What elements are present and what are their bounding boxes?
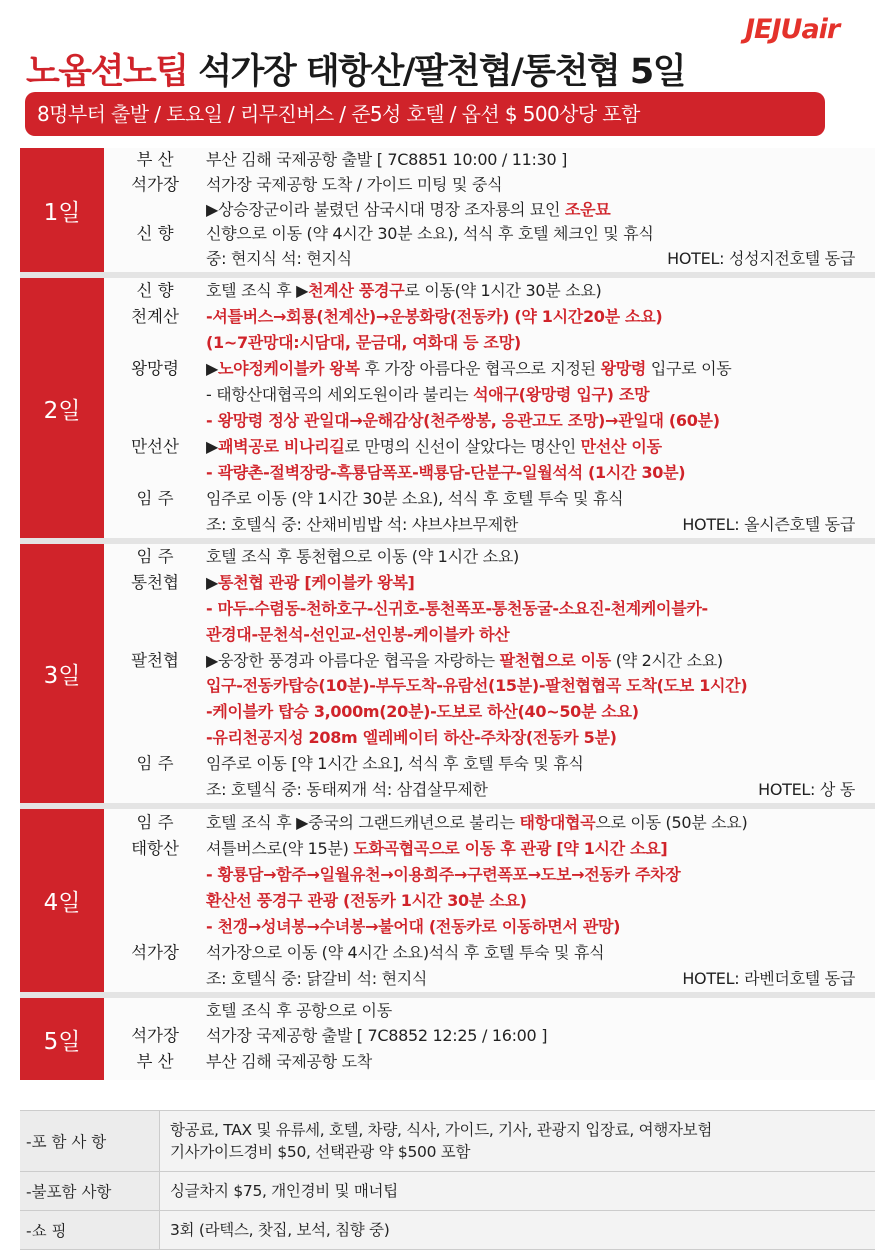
schedule-line <box>104 836 875 862</box>
day-row <box>20 148 875 278</box>
location-label: 석가장 <box>131 942 179 962</box>
schedule-text <box>206 570 875 596</box>
info-value-line: 3회 (라텍스, 찻집, 보석, 침향 중) <box>170 1221 390 1239</box>
info-value-line: 항공료, TAX 및 유류세, 호텔, 차량, 식사, 가이드, 기사, 관광지 입장료, 여행자보험 <box>170 1121 713 1139</box>
location-label <box>104 512 206 538</box>
plain-text: 로 이동(약 1시간 30분 소요) <box>404 281 602 300</box>
page-title <box>26 44 685 94</box>
meal-info: 조: 호텔식 중: 산채비빔밥 석: 샤브샤브무제한 <box>206 515 519 534</box>
plain-text: 호텔 조식 후 공항으로 이동 <box>206 1001 392 1020</box>
plain-text: ▶ <box>206 359 219 378</box>
schedule-line <box>104 1023 875 1048</box>
day-row <box>20 544 875 809</box>
location-label: 신 향 <box>136 224 174 244</box>
hotel-info: HOTEL: 상 동 <box>758 780 855 800</box>
plain-text: 셔틀버스로(약 15분) <box>206 838 354 858</box>
highlight-text: (1~7관망대:시담대, 문금대, 여화대 등 조망) <box>206 333 521 352</box>
info-value <box>160 1172 875 1210</box>
plain-text: 석가장 국제공항 출발 [ 7C8852 12:25 / 16:00 ] <box>206 1026 548 1046</box>
meal-hotel-line <box>206 247 875 272</box>
day-schedule <box>104 544 875 803</box>
highlight-text: 만선산 이동 <box>580 437 662 456</box>
plain-text: ▶ <box>206 437 219 456</box>
meal-hotel-line <box>206 966 875 992</box>
schedule-text <box>206 1049 875 1074</box>
plain-text: 호텔 조식 후 ▶중국의 그랜드캐년으로 불리는 <box>206 812 520 832</box>
schedule-line <box>104 888 875 914</box>
schedule-text <box>206 278 875 304</box>
location-label <box>104 330 206 356</box>
schedule-line <box>104 408 875 434</box>
location-label <box>104 777 206 803</box>
plain-text: 석가장 국제공항 도착 / 가이드 미팅 및 중식 <box>206 174 503 194</box>
meal-hotel-line <box>206 512 875 538</box>
schedule-line <box>104 596 875 622</box>
highlight-text: 태항대협곡 <box>519 812 596 832</box>
highlight-text: 입구-전동카탑승(10분)-부두도착-유람선(15분)-팔천협협곡 도착(도보 1시간) <box>206 676 748 696</box>
schedule-text <box>206 148 875 173</box>
schedule-line <box>104 570 875 596</box>
info-row <box>20 1111 875 1172</box>
info-label: -불포함 사항 <box>20 1172 160 1210</box>
schedule-text <box>206 330 875 356</box>
info-label: -포 함 사 항 <box>20 1111 160 1171</box>
location-label <box>104 382 206 408</box>
day-schedule <box>104 809 875 992</box>
schedule-text <box>206 940 875 966</box>
schedule-line <box>104 673 875 699</box>
schedule-line <box>104 434 875 460</box>
schedule-text <box>206 836 875 862</box>
location-label <box>104 699 206 725</box>
day-label: 2일 <box>20 278 104 538</box>
highlight-text: 노야정케이블카 왕복 <box>218 359 360 378</box>
schedule-line <box>104 966 875 992</box>
schedule-line <box>104 751 875 777</box>
plain-text: 신향으로 이동 (약 4시간 30분 소요), 석식 후 호텔 체크인 및 휴식 <box>206 224 654 244</box>
info-table <box>20 1110 875 1250</box>
location-label: 임 주 <box>136 547 174 566</box>
highlight-text: 왕망령 <box>600 359 647 378</box>
location-label <box>104 914 206 940</box>
hotel-info: HOTEL: 라벤더호텔 동급 <box>682 968 855 988</box>
highlight-text: 환산선 풍경구 관광 (전동카 1시간 30분 소요) <box>206 890 527 910</box>
schedule-line <box>104 810 875 836</box>
highlight-text: - 천갱→성녀봉→수녀봉→불어대 (전동카로 이동하면서 관망) <box>206 916 621 936</box>
location-label <box>104 966 206 992</box>
location-label <box>104 408 206 434</box>
meal-hotel-line <box>206 777 875 803</box>
location-label: 임 주 <box>136 489 174 508</box>
schedule-line <box>104 998 875 1023</box>
schedule-text <box>206 725 875 751</box>
location-label <box>104 725 206 751</box>
schedule-text <box>206 622 875 648</box>
highlight-text: 관경대-문천석-선인교-선인봉-케이블카 하산 <box>206 624 510 644</box>
schedule-text <box>206 222 875 247</box>
plain-text: 임주로 이동 [약 1시간 소요], 석식 후 호텔 투숙 및 휴식 <box>206 754 584 774</box>
meal-info: 중: 현지식 석: 현지식 <box>206 249 352 269</box>
schedule-line <box>104 862 875 888</box>
info-value-line: 기사가이드경비 $50, 선택관광 약 $500 포함 <box>170 1143 471 1161</box>
info-value <box>160 1111 875 1171</box>
info-row <box>20 1172 875 1211</box>
schedule-text <box>206 914 875 940</box>
location-label: 석가장 <box>131 174 179 194</box>
plain-text: ▶ <box>206 572 219 592</box>
info-row <box>20 1211 875 1250</box>
schedule-line <box>104 356 875 382</box>
day-row <box>20 278 875 544</box>
plain-text: 로 만명의 신선이 살았다는 명산인 <box>344 437 581 456</box>
location-label: 부 산 <box>136 150 174 169</box>
plain-text: 호텔 조식 후 ▶ <box>206 281 309 300</box>
location-label: 신 향 <box>136 281 174 300</box>
schedule-text <box>206 596 875 622</box>
schedule-line <box>104 512 875 538</box>
schedule-line <box>104 914 875 940</box>
highlight-text: 통천협 관광 [케이블카 왕복] <box>218 572 415 592</box>
schedule-line <box>104 1049 875 1074</box>
schedule-line <box>104 330 875 356</box>
plain-text: 임주로 이동 (약 1시간 30분 소요), 석식 후 호텔 투숙 및 휴식 <box>206 489 624 508</box>
schedule-text <box>206 751 875 777</box>
schedule-text <box>206 673 875 699</box>
plain-text: 호텔 조식 후 통천협으로 이동 (약 1시간 소요) <box>206 547 519 566</box>
day-schedule <box>104 148 875 272</box>
schedule-line <box>104 777 875 803</box>
schedule-text <box>206 862 875 888</box>
highlight-text: -셔틀버스→회룡(천계산)→운봉화랑(전동카) (약 1시간20분 소요) <box>206 307 663 326</box>
schedule-line <box>104 699 875 725</box>
info-value <box>160 1211 875 1249</box>
schedule-text <box>206 1023 875 1048</box>
location-label <box>104 888 206 914</box>
location-label: 통천협 <box>131 572 179 592</box>
info-value-line: 싱글차지 $75, 개인경비 및 매너팁 <box>170 1182 398 1200</box>
hotel-info: HOTEL: 성성지전호텔 동급 <box>667 249 855 269</box>
plain-text: 후 가장 아름다운 협곡으로 지정된 <box>359 359 601 378</box>
schedule-text <box>206 434 875 460</box>
location-label: 태항산 <box>131 838 179 858</box>
location-label <box>104 622 206 648</box>
location-label <box>104 673 206 699</box>
schedule-text <box>206 888 875 914</box>
schedule-text <box>206 998 875 1023</box>
plain-text: ▶상승장군이라 불렸던 삼국시대 명장 조자룡의 묘인 <box>206 199 565 219</box>
day-label: 4일 <box>20 809 104 992</box>
schedule-text <box>206 198 875 223</box>
schedule-text <box>206 699 875 725</box>
meal-info: 조: 호텔식 중: 닭갈비 석: 현지식 <box>206 968 428 988</box>
schedule-text <box>206 382 875 408</box>
day-label: 3일 <box>20 544 104 803</box>
schedule-line <box>104 222 875 247</box>
day-label: 5일 <box>20 998 104 1080</box>
title-highlight: 노옵션노팁 <box>26 52 188 92</box>
schedule-line <box>104 382 875 408</box>
location-label <box>104 198 206 223</box>
day-label: 1일 <box>20 148 104 272</box>
meal-info: 조: 호텔식 중: 동태찌개 석: 삼겹살무제한 <box>206 780 488 800</box>
highlight-text: - 왕망령 정상 관일대→운해감상(천주쌍봉, 응관고도 조망)→관일대 (60분) <box>206 411 720 430</box>
schedule-line <box>104 544 875 570</box>
tour-summary-text: 8명부터 출발 / 토요일 / 리무진버스 / 준5성 호텔 / 옵션 $ 500상당 포함 <box>37 102 640 126</box>
schedule-line <box>104 940 875 966</box>
schedule-text <box>206 648 875 674</box>
schedule-line <box>104 486 875 512</box>
jejuair-logo: JEJUair <box>745 14 840 45</box>
schedule-line <box>104 247 875 272</box>
highlight-text: 도화곡협곡으로 이동 후 관광 [약 1시간 소요] <box>353 838 668 858</box>
location-label: 석가장 <box>131 1026 179 1046</box>
tour-summary-bar <box>25 92 825 136</box>
plain-text: 부산 김해 국제공항 도착 <box>206 1051 372 1071</box>
highlight-text: 천계산 풍경구 <box>308 281 405 300</box>
itinerary-table <box>20 148 875 1080</box>
location-label <box>104 247 206 272</box>
hotel-info: HOTEL: 올시즌호텔 동급 <box>682 515 855 534</box>
schedule-text <box>206 304 875 330</box>
plain-text: 입구로 이동 <box>646 359 732 378</box>
highlight-text: -케이블카 탑승 3,000m(20분)-도보로 하산(40~50분 소요) <box>206 702 639 722</box>
location-label <box>104 862 206 888</box>
plain-text: (약 2시간 소요) <box>610 650 723 670</box>
highlight-text: 팔천협으로 이동 <box>499 650 611 670</box>
location-label: 만선산 <box>131 437 179 456</box>
schedule-line <box>104 725 875 751</box>
location-label: 천계산 <box>131 307 179 326</box>
highlight-text: - 곽량촌-절벽장랑-흑룡담폭포-백룡담-단분구-일월석석 (1시간 30분) <box>206 463 686 482</box>
plain-text: ▶웅장한 풍경과 아름다운 협곡을 자랑하는 <box>206 650 500 670</box>
location-label <box>104 460 206 486</box>
schedule-line <box>104 648 875 674</box>
schedule-text <box>206 408 875 434</box>
schedule-text <box>206 173 875 198</box>
day-row <box>20 998 875 1080</box>
schedule-line <box>104 198 875 223</box>
schedule-line <box>104 622 875 648</box>
location-label <box>104 596 206 622</box>
schedule-text <box>206 460 875 486</box>
day-schedule <box>104 998 875 1080</box>
location-label: 임 주 <box>136 812 174 832</box>
location-label: 팔천협 <box>131 650 179 670</box>
location-label: 부 산 <box>136 1051 174 1071</box>
plain-text: 석가장으로 이동 (약 4시간 소요)석식 후 호텔 투숙 및 휴식 <box>206 942 605 962</box>
schedule-text <box>206 356 875 382</box>
day-schedule <box>104 278 875 538</box>
info-label: -쇼 핑 <box>20 1211 160 1249</box>
schedule-line <box>104 460 875 486</box>
plain-text: 부산 김해 국제공항 출발 [ 7C8851 10:00 / 11:30 ] <box>206 150 568 169</box>
highlight-text: -유리천공지성 208m 엘레베이터 하산-주차장(전동카 5분) <box>206 728 617 748</box>
location-label: 임 주 <box>136 754 174 774</box>
location-label: 왕망령 <box>131 359 179 378</box>
highlight-text: 괘벽공로 비나리길 <box>218 437 345 456</box>
plain-text: - 태항산대협곡의 세외도원이라 불리는 <box>206 385 474 404</box>
schedule-line <box>104 304 875 330</box>
highlight-text: - 마두-수렴동-천하호구-신귀호-통천폭포-통천동굴-소요진-천계케이블카- <box>206 598 708 618</box>
schedule-line <box>104 148 875 173</box>
location-label <box>104 998 206 1023</box>
schedule-line <box>104 173 875 198</box>
plain-text: 으로 이동 (50분 소요) <box>595 812 748 832</box>
schedule-text <box>206 810 875 836</box>
highlight-text: 석애구(왕망령 입구) 조망 <box>473 385 650 404</box>
day-row <box>20 809 875 998</box>
schedule-text <box>206 486 875 512</box>
schedule-line <box>104 278 875 304</box>
schedule-text <box>206 544 875 570</box>
title-main: 석가장 태항산/팔천협/통천협 5일 <box>198 52 686 92</box>
highlight-text: 조운묘 <box>565 199 611 219</box>
highlight-text: - 황룡담→함주→일월유천→이용희주→구련폭포→도보→전동카 주차장 <box>206 864 681 884</box>
